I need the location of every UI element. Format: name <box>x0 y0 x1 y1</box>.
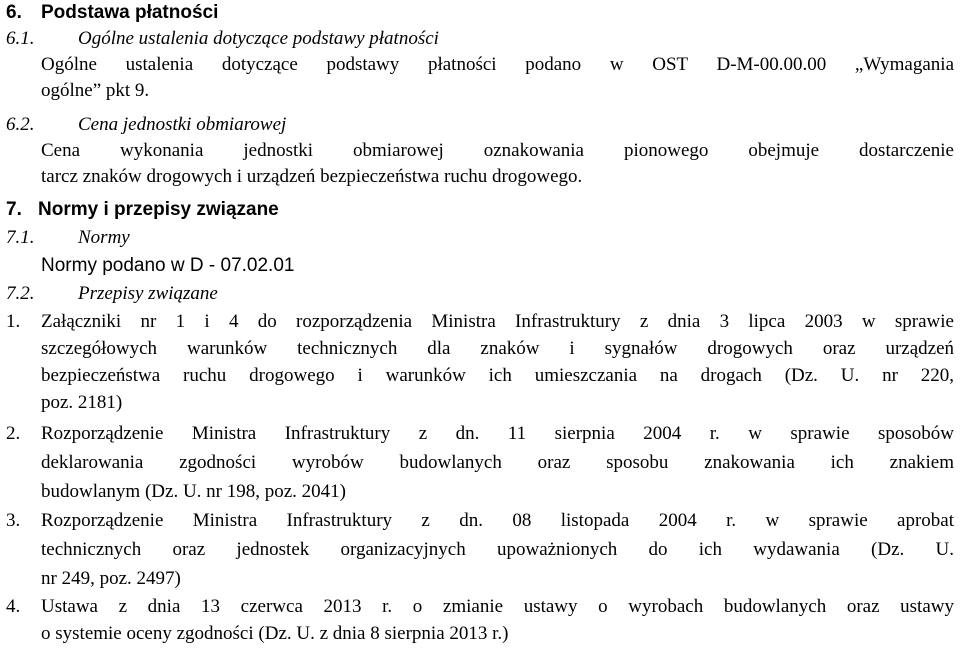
subsection-7-2-heading <box>0 281 960 307</box>
list-item: 1. Załączniki nr 1 i 4 do rozporządzenia Ministra Infrastruktury z dnia 3 lipca 2003 w sprawie <box>0 309 960 335</box>
list-item-line: bezpieczeństwa ruchu drogowego i warunków ich umieszczania na drogach (Dz. U. nr 220, <box>41 365 954 386</box>
subsection-number: 6.2. <box>6 114 35 135</box>
subsection-7-1-heading <box>0 225 960 251</box>
subsection-title: Przepisy związane <box>78 283 218 304</box>
list-item-line: deklarowania zgodności wyrobów budowlanych oraz sposobu znakowania ich znakiem <box>41 452 954 473</box>
list-item-line: budowlanym (Dz. U. nr 198, poz. 2041) <box>41 481 347 502</box>
paragraph-line: tarcz znaków drogowych i urządzeń bezpieczeństwa ruchu drogowego. <box>41 166 583 187</box>
list-item-line: o systemie oceny zgodności (Dz. U. z dnia 8 sierpnia 2013 r.) <box>41 623 509 644</box>
subsection-6-1-heading <box>0 26 960 52</box>
subsection-title: Normy <box>78 227 130 248</box>
list-item-number: 4. <box>6 596 21 617</box>
subsection-number: 7.1. <box>6 227 35 248</box>
section-title: Podstawa płatności <box>41 2 219 23</box>
subsection-title: Ogólne ustalenia dotyczące podstawy płatności <box>78 28 439 49</box>
list-item-number: 3. <box>6 510 21 531</box>
paragraph-line: ogólne” pkt 9. <box>41 80 150 101</box>
list-item-number: 2. <box>6 423 21 444</box>
section-number: 7. <box>6 199 22 220</box>
list-item: 2. Rozporządzenie Ministra Infrastruktury z dn. 11 sierpnia 2004 r. w sprawie sposobów <box>0 421 960 447</box>
paragraph-line: Cena wykonania jednostki obmiarowej oznakowania pionowego obejmuje dostarczenie <box>41 140 954 161</box>
subsection-number: 7.2. <box>6 283 35 304</box>
list-item-number: 1. <box>6 311 21 332</box>
section-title: Normy i przepisy związane <box>38 199 279 220</box>
list-item: 3. Rozporządzenie Ministra Infrastruktury z dn. 08 listopada 2004 r. w sprawie aprobat <box>0 508 960 534</box>
section-number: 6. <box>6 2 22 23</box>
section-7-heading <box>0 197 960 223</box>
paragraph-line: Ogólne ustalenia dotyczące podstawy płatności podano w OST D-M-00.00.00 „Wymagania <box>41 54 954 75</box>
subsection-number: 6.1. <box>6 28 35 49</box>
list-item-line: nr 249, poz. 2497) <box>41 568 181 589</box>
subsection-6-2-heading <box>0 112 960 138</box>
list-item: 4. Ustawa z dnia 13 czerwca 2013 r. o zmianie ustawy o wyrobach budowlanych oraz ustawy <box>0 594 960 620</box>
section-6-heading <box>0 0 960 26</box>
paragraph-line: Normy podano w D - 07.02.01 <box>41 255 295 276</box>
list-item-line: szczegółowych warunków technicznych dla znaków i sygnałów drogowych oraz urządzeń <box>41 338 954 359</box>
subsection-title: Cena jednostki obmiarowej <box>78 114 287 135</box>
list-item-line: technicznych oraz jednostek organizacyjnych upoważnionych do ich wydawania (Dz. U. <box>41 539 954 560</box>
list-item-line: poz. 2181) <box>41 392 123 413</box>
